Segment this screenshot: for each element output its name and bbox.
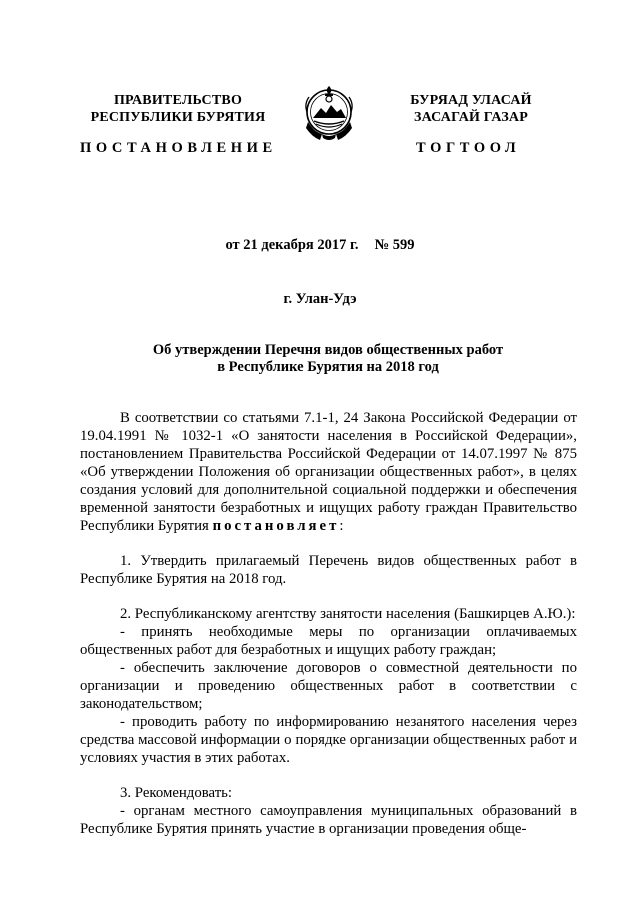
header-left-line2: РЕСПУБЛИКИ БУРЯТИЯ [90,110,266,125]
document-body [80,409,577,838]
item-2-a: - принять необходимые меры по организации оплачиваемых общественных работ для безработных и ищущих работу граждан; [80,624,577,658]
document-city: г. Улан-Удэ [283,291,357,307]
title-line1: Об утверждении Перечня видов общественных работ [152,342,504,358]
preamble-paragraph [80,409,577,535]
item-2-c: - проводить работу по информированию незанятого населения через средства массовой информации о порядке организации общественных работ и условиях участия в этих работах. [80,714,577,766]
title-line2: в Республике Бурятия на 2018 год [217,359,439,375]
header-right-line2: ЗАСАГАЙ ГАЗАР [413,110,528,125]
header-right-line1: БУРЯАД УЛАСАЙ [410,93,532,108]
item-3-a: - органам местного самоуправления муниципальных образований в Республике Бурятия принять участие в организации проведения обще- [80,803,577,837]
header-right [376,92,566,126]
decree-end: : [339,518,344,534]
date-number-line [0,237,640,254]
document-date: от 21 декабря 2017 г. [225,237,359,253]
doc-type-ru: ПОСТАНОВЛЕНИЕ [80,140,277,156]
document-number: № 599 [374,237,415,253]
header-left [80,92,276,126]
header-left-line1: ПРАВИТЕЛЬСТВО [113,93,243,108]
item-2-b: - обеспечить заключение договоров о совместной деятельности по организации и проведению общественных работ в соответствии с законодательством; [80,660,577,712]
document-title [80,342,576,376]
decree-word: постановляет [212,518,340,534]
coat-of-arms-buryatia-icon [300,82,358,148]
item-2: 2. Республиканскому агентству занятости населения (Башкирцев А.Ю.): [120,606,576,622]
doc-type-bua: ТОГТООЛ [416,140,521,156]
preamble-text: В соответствии со статьями 7.1-1, 24 Закона Российской Федерации от 19.04.1991 № 1032-1 «О занятости населения в Российской Федерации», постановлением Правительства Российской Федерации от 14.07.1997 № 875 «Об утверждении Положения об организации общественных работ», в целях создания условий для дополнительной социальной поддержки и обеспечения временной занятости безработных и ищущих работу граждан Правительство Республики Бурятия [80,410,577,534]
item-1: 1. Утвердить прилагаемый Перечень видов общественных работ в Республике Бурятия на 2018 год. [80,553,577,587]
item-3: 3. Рекомендовать: [120,785,233,801]
